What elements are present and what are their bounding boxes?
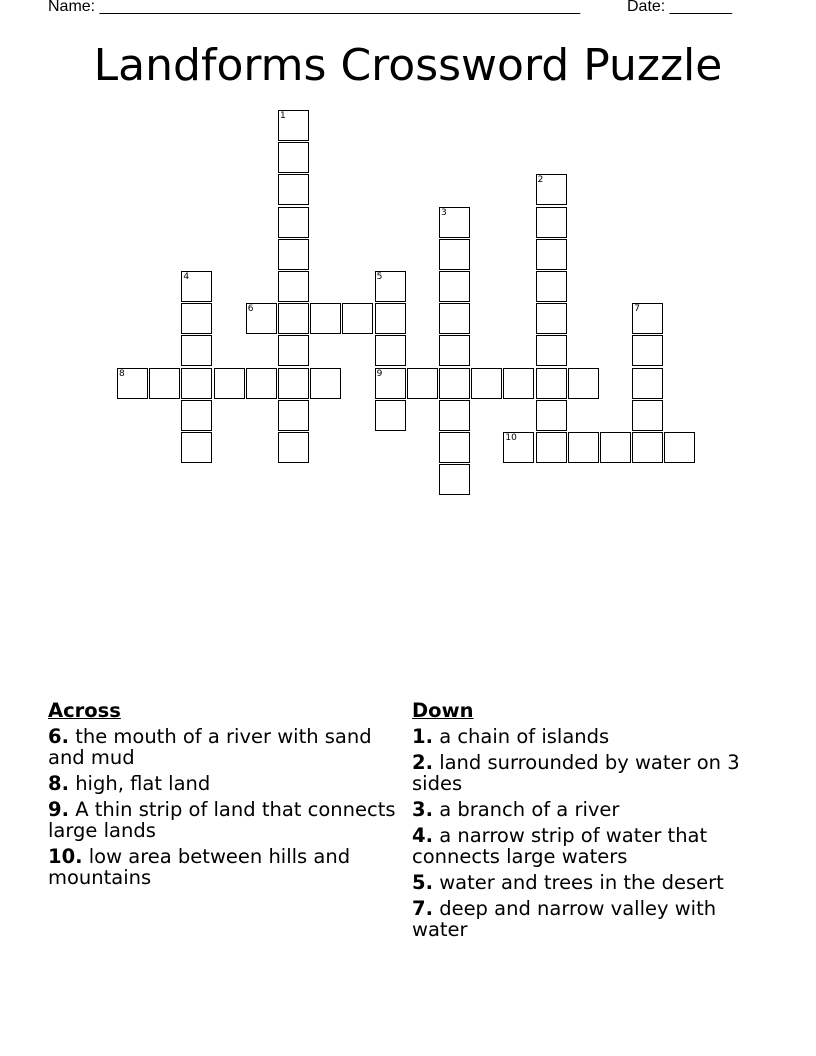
grid-cell[interactable]	[181, 368, 212, 399]
name-field[interactable]: Name: ______________________________________________________	[48, 0, 581, 15]
date-field[interactable]: Date: _______	[627, 0, 732, 15]
grid-cell[interactable]	[439, 464, 470, 495]
across-clues	[48, 700, 398, 893]
grid-cell[interactable]	[439, 271, 470, 302]
grid-cell[interactable]	[214, 368, 245, 399]
clue-number: 9.	[48, 798, 69, 821]
clue-text: high, flat land	[75, 772, 211, 795]
grid-cell[interactable]	[117, 368, 148, 399]
grid-cell[interactable]	[536, 271, 567, 302]
cell-number: 10	[505, 433, 517, 443]
down-clues	[412, 700, 752, 945]
clue-text: water and trees in the desert	[439, 871, 724, 894]
across-clue-8	[48, 773, 398, 794]
grid-cell[interactable]	[632, 432, 663, 463]
down-clue-7	[412, 898, 752, 940]
down-heading: Down	[412, 699, 474, 722]
grid-cell[interactable]	[278, 400, 309, 431]
grid-cell[interactable]	[536, 400, 567, 431]
grid-cell[interactable]	[439, 335, 470, 366]
cell-number: 6	[247, 304, 254, 315]
grid-cell[interactable]	[536, 207, 567, 238]
grid-cell[interactable]	[310, 303, 341, 334]
grid-cell[interactable]	[503, 432, 534, 463]
grid-cell[interactable]	[503, 368, 534, 399]
cell-number: 5	[376, 272, 383, 282]
grid-cell[interactable]	[407, 368, 438, 399]
grid-cell[interactable]	[375, 400, 406, 431]
grid-cell[interactable]	[375, 335, 406, 366]
grid-cell[interactable]	[536, 335, 567, 366]
cell-number: 4	[183, 272, 190, 282]
cell-number: 9	[376, 368, 383, 379]
grid-cell[interactable]	[246, 368, 277, 399]
grid-cell[interactable]	[439, 368, 470, 399]
grid-cell[interactable]	[278, 432, 309, 463]
down-clue-1	[412, 726, 752, 747]
clue-text: a narrow strip of water that connects large waters	[412, 824, 708, 868]
cell-number: 8	[119, 368, 125, 379]
clue-text: a branch of a river	[439, 798, 620, 821]
clue-number: 6.	[48, 725, 69, 748]
grid-cell[interactable]	[342, 303, 373, 334]
crossword-grid	[0, 0, 816, 520]
grid-cell[interactable]	[278, 239, 309, 270]
grid-cell[interactable]	[181, 400, 212, 431]
grid-cell[interactable]	[278, 335, 309, 366]
clue-text: land surrounded by water on 3 sides	[412, 751, 740, 795]
page-title: Landforms Crossword Puzzle	[93, 40, 723, 91]
grid-cell[interactable]	[471, 368, 502, 399]
across-clue-6	[48, 726, 398, 768]
down-clue-4	[412, 825, 752, 867]
cell-number: 3	[441, 207, 447, 218]
grid-cell[interactable]	[439, 207, 470, 238]
down-clue-2	[412, 752, 752, 794]
grid-cell[interactable]	[664, 432, 695, 463]
clue-number: 8.	[48, 772, 69, 795]
clue-text: A thin strip of land that connects large lands	[48, 798, 396, 842]
cell-number: 1	[280, 111, 286, 121]
grid-cell[interactable]	[568, 432, 599, 463]
grid-cell[interactable]	[181, 335, 212, 366]
clue-number: 7.	[412, 897, 433, 920]
clue-text: the mouth of a river with sand and mud	[48, 725, 372, 769]
across-clue-10	[48, 846, 398, 888]
clue-number: 1.	[412, 725, 433, 748]
clue-text: a chain of islands	[439, 725, 610, 748]
grid-cell[interactable]	[278, 174, 309, 205]
grid-cell[interactable]	[536, 368, 567, 399]
grid-cell[interactable]	[536, 239, 567, 270]
across-clue-9	[48, 799, 398, 841]
grid-cell[interactable]	[439, 239, 470, 270]
grid-cell[interactable]	[632, 303, 663, 334]
clue-number: 10.	[48, 845, 83, 868]
grid-cell[interactable]	[278, 271, 309, 302]
grid-cell[interactable]	[181, 271, 212, 302]
grid-cell[interactable]	[600, 432, 631, 463]
down-clue-3	[412, 799, 752, 820]
clue-text: deep and narrow valley with water	[412, 897, 717, 941]
grid-cell[interactable]	[632, 368, 663, 399]
grid-cell[interactable]	[632, 400, 663, 431]
clue-number: 4.	[412, 824, 433, 847]
cell-number: 2	[537, 175, 544, 186]
clue-number: 5.	[412, 871, 433, 894]
grid-cell[interactable]	[568, 368, 599, 399]
grid-cell[interactable]	[375, 303, 406, 334]
grid-cell[interactable]	[278, 368, 309, 399]
grid-cell[interactable]	[278, 207, 309, 238]
grid-cell[interactable]	[246, 303, 277, 334]
grid-cell[interactable]	[375, 271, 406, 302]
grid-cell[interactable]	[439, 432, 470, 463]
clue-number: 3.	[412, 798, 433, 821]
grid-cell[interactable]	[310, 368, 341, 399]
cell-number: 7	[634, 304, 640, 315]
grid-cell[interactable]	[536, 174, 567, 205]
grid-cell[interactable]	[536, 432, 567, 463]
across-heading: Across	[48, 699, 121, 722]
grid-cell[interactable]	[632, 335, 663, 366]
grid-cell[interactable]	[278, 110, 309, 141]
down-clue-5	[412, 872, 752, 893]
grid-cell[interactable]	[278, 142, 309, 173]
grid-cell[interactable]	[181, 303, 212, 334]
clue-text: low area between hills and mountains	[48, 845, 351, 889]
grid-cell[interactable]	[536, 303, 567, 334]
grid-cell[interactable]	[439, 303, 470, 334]
grid-cell[interactable]	[375, 368, 406, 399]
grid-cell[interactable]	[278, 303, 309, 334]
grid-cell[interactable]	[149, 368, 180, 399]
clue-number: 2.	[412, 751, 433, 774]
grid-cell[interactable]	[181, 432, 212, 463]
grid-cell[interactable]	[439, 400, 470, 431]
